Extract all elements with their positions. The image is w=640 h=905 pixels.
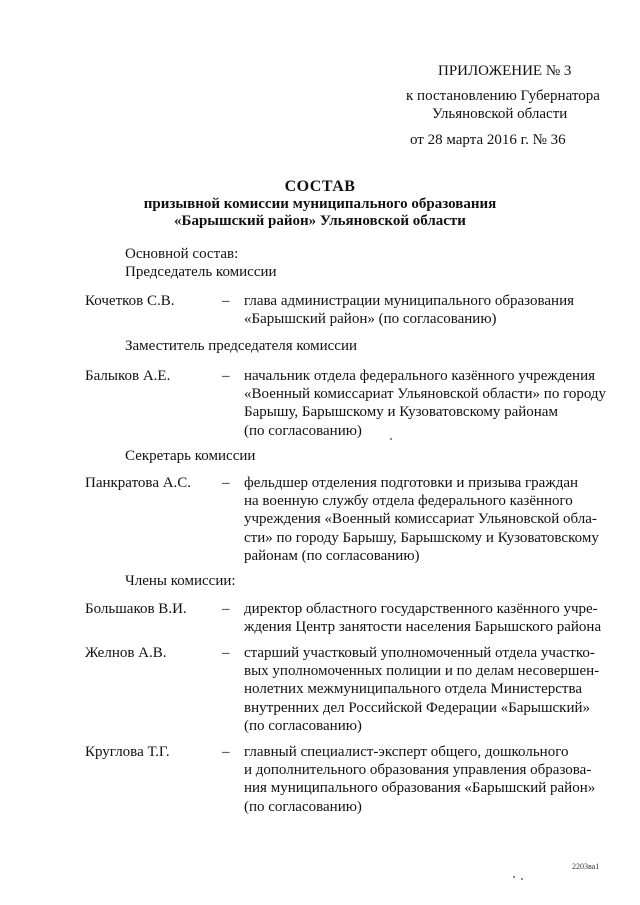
position-line: «Военный комиссариат Ульяновской области» по городу	[244, 386, 607, 403]
appendix-title: ПРИЛОЖЕНИЕ № 3	[438, 63, 572, 79]
position-line: директор областного государственного казённого учре-	[244, 601, 598, 617]
member-name: Кочетков С.В.	[85, 293, 175, 309]
member-name: Большаков В.И.	[85, 601, 187, 617]
appendix-line-2: Ульяновской области	[432, 106, 568, 122]
dash-separator: –	[222, 475, 230, 491]
member-position	[244, 600, 610, 636]
member-position	[244, 367, 610, 440]
scan-speck	[390, 438, 392, 440]
position-line: старший участковый уполномоченный отдела участко-	[244, 645, 595, 661]
position-line: главный специалист-эксперт общего, дошкольного	[244, 744, 569, 760]
member-name: Желнов А.В.	[85, 645, 167, 661]
position-line: (по согласованию)	[244, 717, 362, 734]
scan-speck	[513, 876, 515, 878]
position-line: вых уполномоченных полиции и по делам несовершен-	[244, 663, 600, 680]
section-chairman-label: Председатель комиссии	[125, 264, 277, 280]
member-name: Панкратова А.С.	[85, 475, 192, 491]
document-subtitle-1: призывной комиссии муниципального образования	[143, 196, 497, 212]
dash-separator: –	[222, 645, 230, 661]
member-position	[244, 474, 610, 565]
position-line: внутренних дел Российской Федерации «Барышский»	[244, 699, 591, 716]
appendix-date: от 28 марта 2016 г. № 36	[410, 132, 566, 148]
position-line: (по согласованию)	[244, 422, 362, 439]
position-line: сти» по городу Барышу, Барышскому и Кузоватовскому	[244, 529, 599, 546]
section-secretary-label: Секретарь комиссии	[125, 448, 256, 464]
position-line: ния муниципального образования «Барышский район»	[244, 780, 596, 797]
document-title: СОСТАВ	[284, 178, 356, 195]
member-position	[244, 743, 610, 816]
dash-separator: –	[222, 368, 230, 384]
footer-code: 2203ва1	[572, 862, 600, 871]
dash-separator: –	[222, 293, 230, 309]
member-position	[244, 292, 610, 328]
section-deputy-label: Заместитель председателя комиссии	[125, 338, 358, 354]
position-line: ждения Центр занятости населения Барышского района	[244, 619, 602, 636]
position-line: нолетних межмуниципального отдела Министерства	[244, 681, 583, 698]
position-line: и дополнительного образования управления образова-	[244, 762, 592, 779]
position-line: учреждения «Военный комиссариат Ульяновской обла-	[244, 511, 597, 528]
position-line: на военную службу отдела федерального казённого	[244, 493, 573, 510]
position-line: (по согласованию)	[244, 798, 362, 815]
dash-separator: –	[222, 601, 230, 617]
document-subtitle-2: «Барышский район» Ульяновской области	[174, 213, 466, 229]
member-position	[244, 644, 610, 735]
appendix-line-1: к постановлению Губернатора	[406, 88, 600, 104]
member-name: Балыков А.Е.	[85, 368, 171, 384]
scan-speck	[521, 878, 523, 880]
position-line: «Барышский район» (по согласованию)	[244, 311, 497, 328]
section-main-label: Основной состав:	[125, 246, 239, 262]
position-line: Барышу, Барышскому и Кузоватовскому районам	[244, 404, 558, 421]
member-name: Круглова Т.Г.	[85, 744, 170, 760]
position-line: глава администрации муниципального образования	[244, 293, 574, 309]
section-members-label: Члены комиссии:	[125, 573, 236, 589]
position-line: районам (по согласованию)	[244, 547, 420, 564]
position-line: начальник отдела федерального казённого учреждения	[244, 368, 596, 384]
dash-separator: –	[222, 744, 230, 760]
position-line: фельдшер отделения подготовки и призыва граждан	[244, 475, 579, 491]
